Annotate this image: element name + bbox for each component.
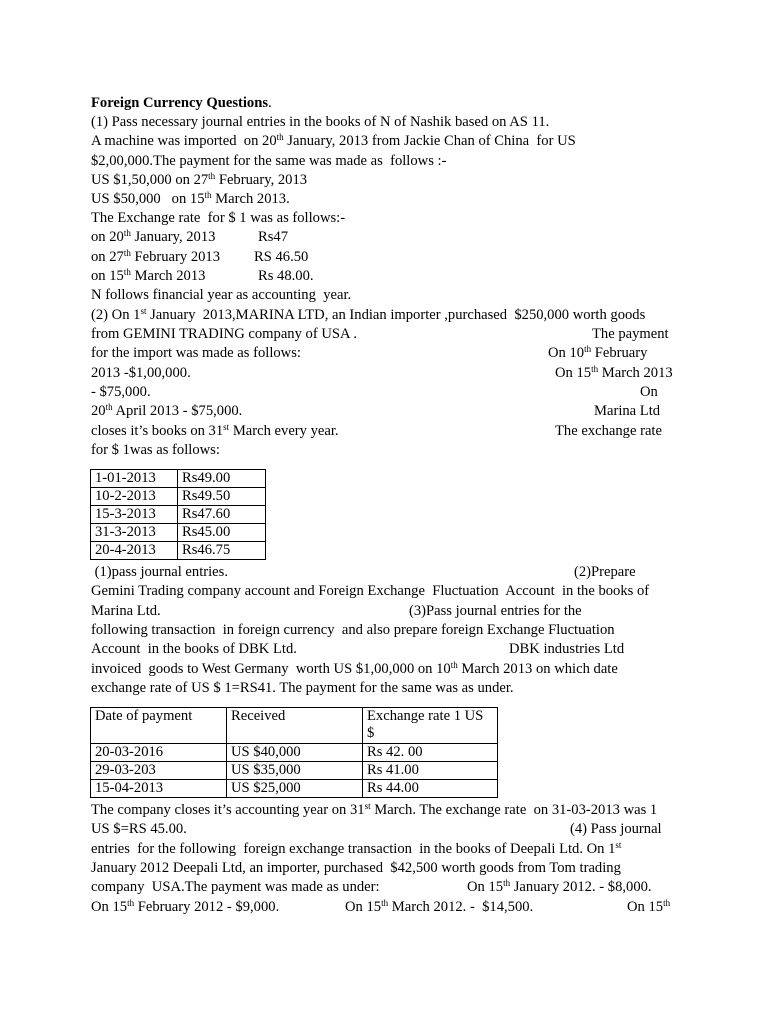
q2-line-5-right: On [640,384,658,400]
q3-line-1: following transaction in foreign currency and also prepare foreign Exchange Fluctuation [91,622,615,638]
table-row [91,744,498,762]
q3-line-2-left: Account in the books of DBK Ltd. [91,641,297,657]
table-cell: 31-3-2013 [91,524,178,542]
q4-line-4-left: On 15th February 2012 - $9,000. [91,898,280,915]
table-header-cell: Date of payment [91,708,227,744]
table-row [91,524,266,542]
table-cell: Rs 42. 00 [363,744,498,762]
q2-line-4-left: 2013 -$1,00,000. [91,365,191,381]
q2-line-8: for $ 1was as follows: [91,442,220,458]
table-cell: Rs 41.00 [363,762,498,780]
q1-line-3: $2,00,000.The payment for the same was made as follows :- [91,153,447,169]
q4-line-2: January 2012 Deepali Ltd, an importer, purchased $42,500 worth goods from Tom trading [91,860,621,876]
q3-closing-2-left: US $=RS 45.00. [91,821,187,837]
q4-line-4-mid: On 15th March 2012. - $14,500. [345,898,534,915]
q2-line-2-left: from GEMINI TRADING company of USA . [91,326,358,342]
q3-closing-2-right: (4) Pass journal [570,821,662,837]
table-cell: US $35,000 [227,762,363,780]
q2-after-3-right: (3)Pass journal entries for the [409,603,582,619]
q1-rate-date-1: on 20th January, 2013 [91,228,216,245]
q1-line-5: US $50,000 on 15th March 2013. [91,190,290,207]
q3-payment-table [90,707,498,798]
q2-line-4-right: On 15th March 2013 [555,364,673,381]
table-row [91,780,498,798]
table-cell: Rs49.50 [178,488,266,506]
q2-line-6-left: 20th April 2013 - $75,000. [91,402,243,419]
table-header-cell: Exchange rate 1 US $ [363,708,498,744]
q2-after-2: Gemini Trading company account and Foreign Exchange Fluctuation Account in the books of [91,583,650,599]
table-cell: Rs49.00 [178,470,266,488]
q4-line-1: entries for the following foreign exchange transaction in the books of Deepali Ltd. On 1st [91,840,622,857]
q1-line-6: The Exchange rate for $ 1 was as follows:- [91,210,346,226]
q1-line-10: N follows financial year as accounting year. [91,287,352,303]
table-cell: Rs47.60 [178,506,266,524]
q1-line-4: US $1,50,000 on 27th February, 2013 [91,171,308,188]
q3-closing-1: The company closes it’s accounting year on 31st March. The exchange rate on 31-03-2013 was 1 [91,801,658,818]
table-row [91,542,266,560]
table-cell: US $25,000 [227,780,363,798]
q2-line-1: (2) On 1st January 2013,MARINA LTD, an Indian importer ,purchased $250,000 worth goods [91,306,646,323]
q2-line-6-right: Marina Ltd [594,403,661,419]
title-text: Foreign Currency Questions [91,95,269,111]
document-title: Foreign Currency Questions. [91,95,272,111]
table-cell: Rs45.00 [178,524,266,542]
table-cell: 1-01-2013 [91,470,178,488]
q2-after-1-left: (1)pass journal entries. [91,564,228,580]
table-header-cell: Received [227,708,363,744]
q1-rate-value-2: RS 46.50 [254,249,309,265]
q1-rate-date-3: on 15th March 2013 [91,267,206,284]
q2-after-3-left: Marina Ltd. [91,603,161,619]
table-cell: 10-2-2013 [91,488,178,506]
q1-rate-value-1: Rs47 [258,229,289,245]
q1-line-1: (1) Pass necessary journal entries in the books of N of Nashik based on AS 11. [91,114,550,130]
q2-line-7-right: The exchange rate [555,423,662,439]
table-row [91,488,266,506]
q4-line-3-left: company USA.The payment was made as under: [91,879,380,895]
q3-line-3: invoiced goods to West Germany worth US $1,00,000 on 10th March 2013 on which date [91,660,618,677]
q4-line-3-right: On 15th January 2012. - $8,000. [467,878,652,895]
q2-line-2-right: The payment [592,326,669,342]
q2-line-5-left: - $75,000. [91,384,151,400]
table-cell: 29-03-203 [91,762,227,780]
table-cell: Rs46.75 [178,542,266,560]
table-cell: 15-04-2013 [91,780,227,798]
table-row [91,762,498,780]
q1-rate-date-2: on 27th February 2013 [91,248,221,265]
table-cell: 20-03-2016 [91,744,227,762]
table-cell: Rs 44.00 [363,780,498,798]
table-row [91,470,266,488]
q2-rate-table [90,469,266,560]
table-cell: 20-4-2013 [91,542,178,560]
q3-line-4: exchange rate of US $ 1=RS41. The payment for the same was as under. [91,680,514,696]
q2-line-7-left: closes it’s books on 31st March every year. [91,422,339,439]
table-cell: 15-3-2013 [91,506,178,524]
q1-rate-value-3: Rs 48.00. [258,268,314,284]
q2-line-3-left: for the import was made as follows: [91,345,301,361]
q3-line-2-right: DBK industries Ltd [509,641,625,657]
table-row [91,506,266,524]
q1-line-2: A machine was imported on 20th January, 2013 from Jackie Chan of China for US [91,132,576,149]
q4-line-4-right: On 15th [627,898,671,915]
q2-line-3-right: On 10th February [548,344,648,361]
table-header-row [91,708,498,744]
table-cell: US $40,000 [227,744,363,762]
q2-after-1-right: (2)Prepare [574,564,636,580]
